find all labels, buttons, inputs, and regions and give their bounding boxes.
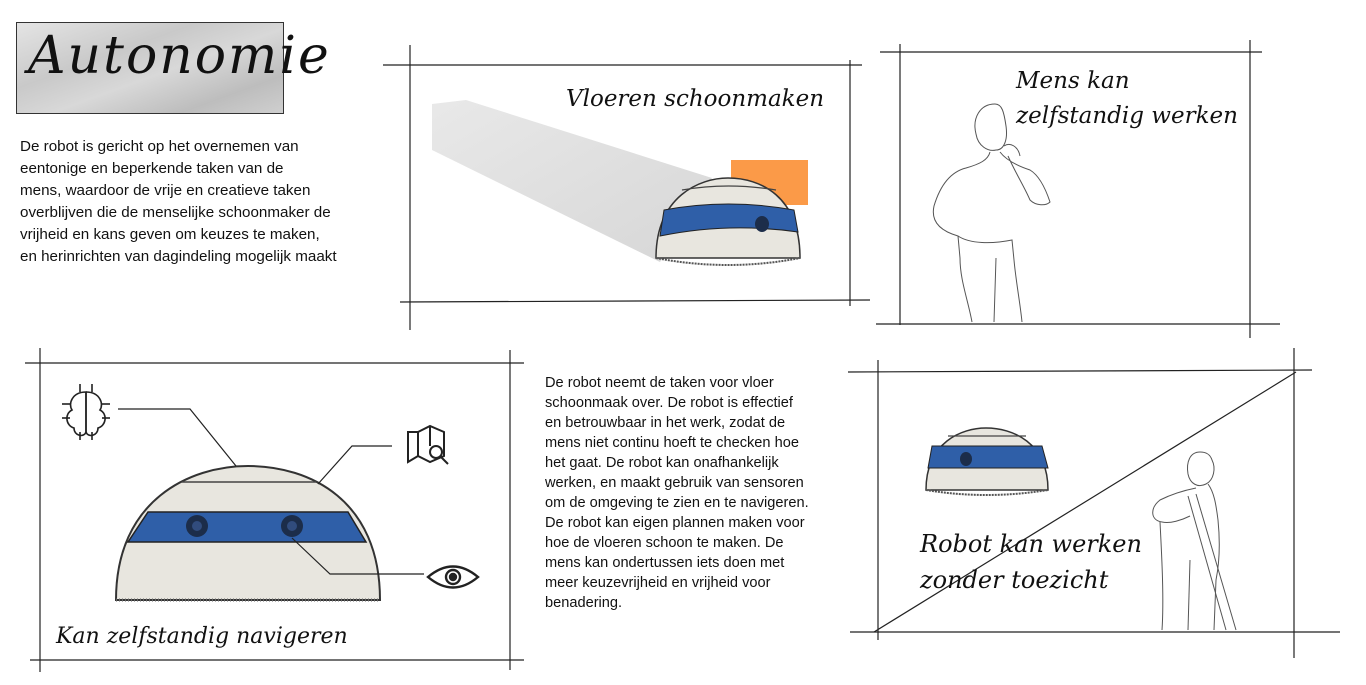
caption-floor-cleaning: Vloeren schoonmaken bbox=[566, 86, 825, 112]
caption-navigation: Kan zelfstandig navigeren bbox=[56, 624, 348, 649]
map-search-icon bbox=[408, 426, 448, 464]
human-figure-thinking bbox=[933, 104, 1050, 322]
robot-icon-large bbox=[116, 466, 380, 600]
intro-paragraph: De robot is gericht op het overnemen van eentonige en beperkende taken van de mens, waardoor de vrije en creatieve taken overblijven die de menselijke schoonmaker de vrijheid en kans geven om keuzes te maken, en herinrichten van dagindeling mogelijk maakt bbox=[20, 138, 337, 265]
page-title: Autonomie bbox=[28, 26, 331, 86]
robot-icon-small bbox=[926, 428, 1048, 495]
brain-circuit-icon bbox=[62, 384, 110, 440]
panel-unsupervised-frame bbox=[848, 348, 1340, 658]
caption-human-independent: Mens kan zelfstandig werken bbox=[1016, 68, 1238, 129]
eye-icon bbox=[428, 567, 478, 588]
middle-paragraph: De robot neemt de taken voor vloer schoonmaak over. De robot is effectief en betrouwbaar in het werk, zodat de mens niet continu hoeft te checken hoe het gaat. De robot kan onafhankelijk werken, en maakt gebruik van sensoren om de omgeving te zien en te navigeren. De robot kan eigen plannen maken voor hoe de vloeren schoon te maken. De mens kan ondertussen iets doen met meer keuzevrijheid en vrijheid voor benadering. bbox=[545, 375, 809, 611]
caption-unsupervised: Robot kan werken zonder toezicht bbox=[920, 530, 1142, 594]
human-figure-mopping bbox=[1153, 452, 1236, 630]
